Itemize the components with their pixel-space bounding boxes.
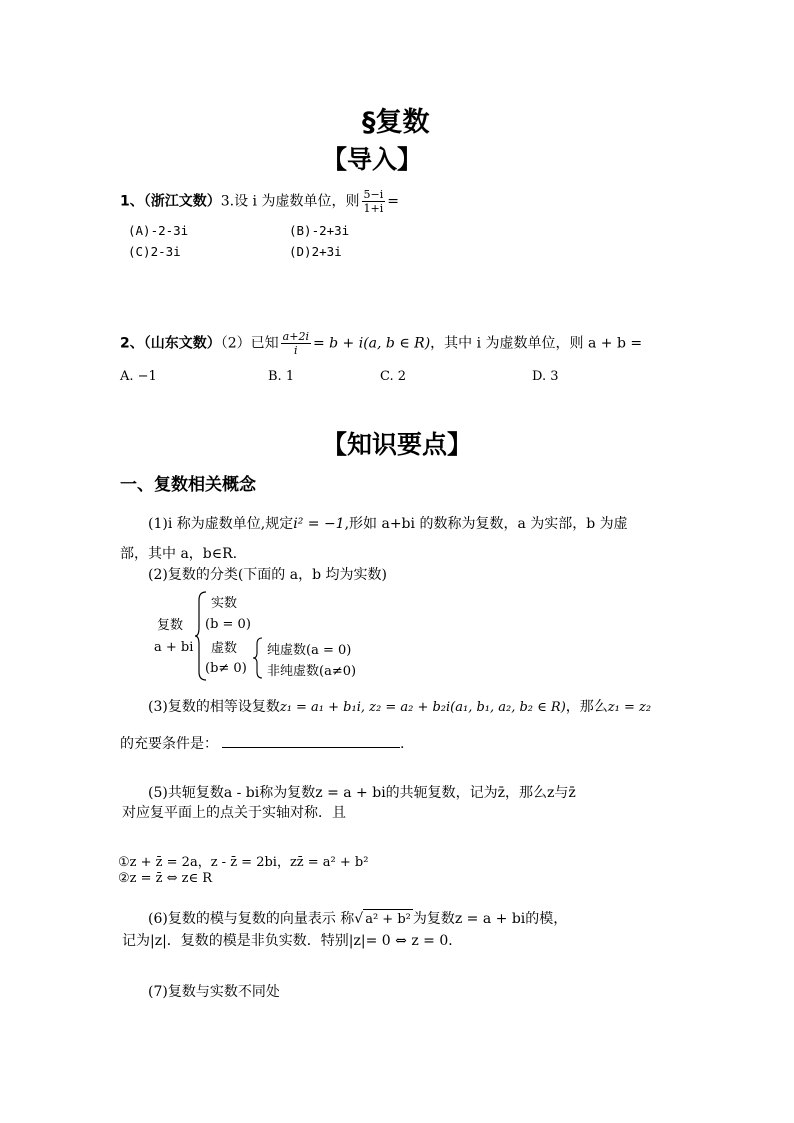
option-c: (C)2-3i <box>128 244 181 259</box>
section-intro-heading: 【导入】 <box>322 145 423 174</box>
class-imaginary-condition: (b≠ 0) <box>205 661 247 676</box>
text-run: (3)复数的相等设复数 <box>148 699 280 715</box>
classification-root-formula: a + bi <box>154 640 194 655</box>
math-run: i² = −1 <box>293 516 345 532</box>
question-1-prefix: 3.设 i 为虚数单位，则 <box>220 193 360 210</box>
paragraph-5-line-2: 对应复平面上的点关于实轴对称．且 <box>122 805 346 821</box>
fraction-numerator: 5−i <box>363 188 384 201</box>
sqrt-radicand: a² + b² <box>363 909 413 930</box>
equation-2: ②z = z̄ ⇔ z∈ R <box>118 871 213 886</box>
fraction-denominator: 1+i <box>363 202 384 215</box>
question-1-fraction <box>362 188 386 215</box>
question-2-math: = b + i(a, b ∈ R) <box>312 335 431 352</box>
question-2-label: 2、（山东文数） <box>120 335 221 352</box>
paragraph-2: (2)复数的分类(下面的 a，b 均为实数) <box>148 567 387 583</box>
option-d: (D)2+3i <box>289 244 342 259</box>
text-run: (6)复数的模与复数的向量表示 称 <box>148 911 355 927</box>
class-real-condition: (b = 0) <box>205 617 251 632</box>
class-non-pure-imaginary: 非纯虚数(a≠0) <box>267 664 357 679</box>
paragraph-6-line-1 <box>148 909 567 930</box>
subsection-heading: 一、复数相关概念 <box>120 475 256 495</box>
left-brace-icon <box>252 636 264 680</box>
class-real: 实数 <box>211 596 238 611</box>
option-c: C. 2 <box>380 369 407 384</box>
paragraph-1-line-1 <box>148 514 628 534</box>
equation-1: ①z + z̄ = 2a，z - z̄ = 2bi，zz̄ = a² + b² <box>118 855 369 870</box>
question-2 <box>120 330 642 357</box>
text-run: (1)i 称为虚数单位,规定 <box>148 516 294 532</box>
question-2-suffix: ，其中 i 为虚数单位，则 a + b = <box>430 335 643 352</box>
paragraph-5-line-1: (5)共轭复数a - bi称为复数z = a + bi的共轭复数，记为z̄，那么z与z̄ <box>148 785 576 801</box>
math-run: z₁ = a₁ + b₁i, z₂ = a₂ + b₂i(a₁, b₁, a₂, b₂ ∈ R) <box>279 700 566 715</box>
question-1-suffix: = <box>387 193 399 210</box>
section-points-heading: 【知识要点】 <box>322 430 473 459</box>
question-1-label: 1、（浙江文数） <box>120 193 221 210</box>
text-run: ,形如 a+bi 的数称为复数，a 为实部，b 为虚 <box>344 516 628 532</box>
class-pure-imaginary: 纯虚数(a = 0) <box>267 643 352 658</box>
fraction-numerator: a+2i <box>282 330 309 343</box>
paragraph-1-line-2: 部，其中 a，b∈R. <box>120 546 238 562</box>
classification-root-label: 复数 <box>157 618 184 633</box>
paragraph-3-line-1 <box>148 697 651 718</box>
paragraph-3-line-2 <box>120 733 404 754</box>
math-run: z₁ = z₂ <box>607 700 652 715</box>
sqrt-sign-icon: √ <box>354 911 364 927</box>
option-a: (A)-2-3i <box>128 223 189 238</box>
page-title: §复数 <box>362 107 430 138</box>
question-2-fraction <box>281 330 311 357</box>
text-run: ，那么 <box>565 699 608 715</box>
class-imaginary: 虚数 <box>211 641 238 656</box>
text-run: 为复数z = a + bi的模， <box>412 911 568 927</box>
option-b: B. 1 <box>268 369 295 384</box>
answer-blank[interactable] <box>222 733 400 748</box>
fraction-denominator: i <box>294 344 298 357</box>
question-1 <box>120 188 399 215</box>
option-b: (B)-2+3i <box>289 223 350 238</box>
text-run: . <box>400 736 405 752</box>
paragraph-7: (7)复数与实数不同处 <box>148 984 280 1000</box>
text-run: 的充要条件是： <box>120 736 218 752</box>
option-a: A. −1 <box>120 369 157 384</box>
option-d: D. 3 <box>532 369 559 384</box>
question-2-prefix: （2）已知 <box>220 335 279 352</box>
paragraph-6-line-2: 记为|z|．复数的模是非负实数．特别|z|= 0 ⇔ z = 0． <box>122 933 463 949</box>
